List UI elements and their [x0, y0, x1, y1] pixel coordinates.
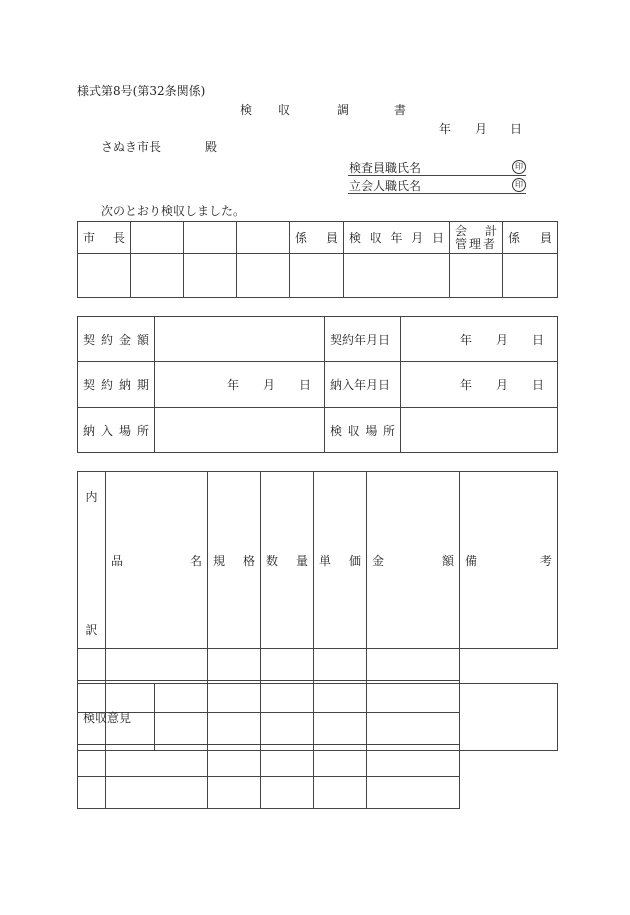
quantity-header: 数 量: [261, 472, 314, 649]
staff-header: 係 員: [290, 222, 344, 254]
item-cell[interactable]: [261, 649, 314, 681]
staff2-header: 係 員: [503, 222, 558, 254]
item-cell[interactable]: [106, 777, 208, 809]
item-name-header: 品 名: [106, 472, 208, 649]
unit-price-header: 単 価: [314, 472, 367, 649]
item-cell[interactable]: [314, 777, 367, 809]
mayor-header: 市 長: [78, 222, 131, 254]
addressee: さぬき市長: [101, 140, 162, 154]
contract-table: [77, 316, 558, 453]
title-char: 検: [240, 103, 253, 117]
stamp-cell[interactable]: [78, 254, 131, 298]
year-label: 年: [439, 122, 452, 136]
opinion-label: 検収意見: [78, 684, 155, 751]
stamp-cell[interactable]: [237, 254, 290, 298]
remarks-header: 備 考: [460, 472, 558, 649]
form-number: 様式第8号(第32条関係): [77, 84, 206, 98]
contract-deadline-field[interactable]: 年 月 日: [155, 362, 325, 408]
breakdown-label: 内 訳: [78, 472, 106, 649]
opinion-table: [77, 683, 558, 751]
stamp-cell[interactable]: [290, 254, 344, 298]
delivery-place-field[interactable]: [155, 408, 325, 453]
stamp-cell[interactable]: [344, 254, 450, 298]
intro-text: 次のとおり検収しました。: [101, 204, 246, 218]
approval-blank: [184, 222, 237, 254]
item-cell[interactable]: [208, 649, 261, 681]
inspector-signature-line: [348, 175, 526, 176]
stamp-cell[interactable]: [503, 254, 558, 298]
contract-date-label: 契約年月日: [325, 317, 401, 362]
approval-table: [77, 221, 558, 298]
item-cell[interactable]: [261, 777, 314, 809]
amount-header: 金 額: [367, 472, 460, 649]
item-cell[interactable]: [208, 777, 261, 809]
item-cell[interactable]: [106, 649, 208, 681]
witness-signature-line: [348, 193, 526, 194]
seal-icon: 印: [512, 160, 526, 174]
items-table: [77, 471, 558, 809]
stamp-cell[interactable]: [450, 254, 503, 298]
item-row: [78, 649, 558, 681]
inspection-place-label: 検 収 場 所: [325, 408, 401, 453]
stamp-cell[interactable]: [184, 254, 237, 298]
title-char: 収: [278, 103, 291, 117]
contract-deadline-label: 契 約 納 期: [78, 362, 155, 408]
item-cell[interactable]: [367, 777, 460, 809]
inspection-place-field[interactable]: [401, 408, 558, 453]
item-row: [78, 777, 558, 809]
delivery-date-field[interactable]: 年 月 日: [401, 362, 558, 408]
inspection-date-header: 検 収 年 月 日: [344, 222, 450, 254]
item-cell[interactable]: [367, 649, 460, 681]
honorific: 殿: [205, 140, 218, 154]
seal-icon: 印: [512, 178, 526, 192]
month-label: 月: [475, 122, 488, 136]
witness-name-label: 立会人職氏名: [349, 179, 422, 193]
delivery-place-label: 納 入 場 所: [78, 408, 155, 453]
approval-blank: [237, 222, 290, 254]
opinion-field[interactable]: [155, 684, 558, 751]
inspector-name-label: 検査員職氏名: [349, 161, 422, 175]
stamp-cell[interactable]: [131, 254, 184, 298]
item-cell[interactable]: [314, 649, 367, 681]
contract-date-field[interactable]: 年 月 日: [401, 317, 558, 362]
title-char: 調: [337, 103, 350, 117]
contract-amount-label: 契 約 金 額: [78, 317, 155, 362]
title-char: 書: [394, 103, 407, 117]
approval-blank: [131, 222, 184, 254]
delivery-date-label: 納入年月日: [325, 362, 401, 408]
spec-header: 規 格: [208, 472, 261, 649]
item-cell[interactable]: [78, 777, 106, 809]
contract-amount-field[interactable]: [155, 317, 325, 362]
day-label: 日: [510, 122, 523, 136]
item-cell[interactable]: [78, 649, 106, 681]
accountant-header: 会 計 管理者: [450, 222, 503, 254]
